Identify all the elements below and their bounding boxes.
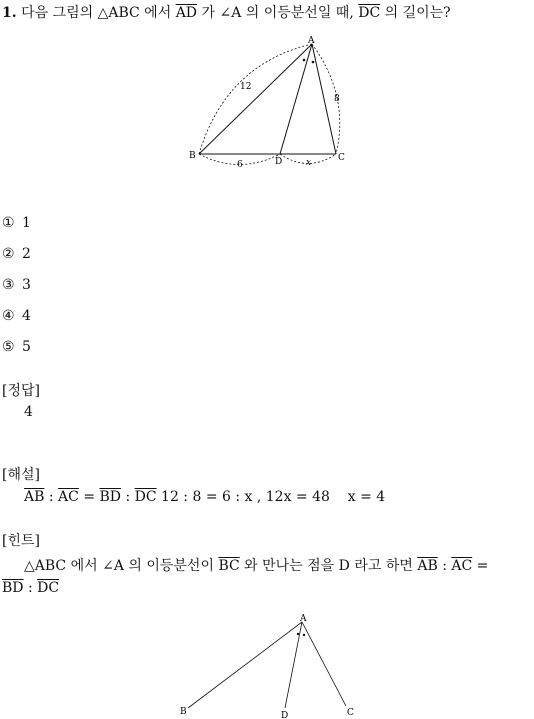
label-c: C [338, 153, 345, 163]
label-b: B [189, 151, 196, 161]
segment-ac: $\overline{AC}$ [58, 489, 79, 505]
angle-mark [297, 633, 299, 635]
choice-value: 1 [22, 215, 31, 231]
choice-value: 5 [22, 339, 31, 355]
angle-mark [303, 634, 305, 636]
segment-bc: $\overline{BC}$ [218, 558, 240, 574]
choice-mark: ⑤ [2, 339, 15, 355]
solution-line [24, 489, 385, 505]
label-a: A [308, 36, 315, 46]
length-dc: x [306, 158, 312, 168]
hint-line-2 [2, 580, 59, 596]
side-ab [199, 44, 312, 154]
colon: : [48, 489, 54, 505]
solution-heading: [해설] [2, 467, 40, 483]
label-b: B [180, 707, 187, 717]
segment-ad: $\overline{AD}$ [175, 5, 198, 21]
choice-mark: ① [2, 215, 15, 231]
hint-text-1: △ABC 에서 ∠A 의 이등분선이 [24, 558, 214, 574]
equals: = [476, 558, 489, 574]
length-ab: 12 [240, 82, 252, 92]
angle-mark [312, 61, 315, 64]
solution-rest: 12 : 8 = 6 : x , 12x = 48 x = 4 [161, 489, 386, 505]
choice-mark: ② [2, 246, 15, 262]
colon: : [125, 489, 131, 505]
segment-dc: $\overline{DC}$ [358, 5, 381, 21]
question-text-mid: 가 ∠A 의 이등분선일 때, [201, 5, 354, 21]
question-text-before: 다음 그림의 △ABC 에서 [21, 5, 172, 21]
hint-heading: [힌트] [2, 533, 40, 549]
choice-5[interactable] [2, 339, 31, 355]
choice-value: 4 [22, 308, 31, 324]
bisector-ad [280, 44, 312, 154]
side-ac [302, 622, 346, 706]
segment-ab: $\overline{AB}$ [24, 489, 45, 505]
segment-dc: $\overline{DC}$ [37, 580, 60, 596]
segment-dc: $\overline{DC}$ [134, 489, 157, 505]
length-bd: 6 [237, 160, 243, 170]
choice-1[interactable] [2, 215, 31, 231]
bisector-ad [285, 622, 302, 708]
answer-heading: [정답] [2, 383, 40, 399]
hint-line-1 [24, 555, 488, 575]
label-c: C [347, 708, 354, 718]
hint-text-2: 와 만나는 점을 D 라고 하면 [244, 558, 413, 574]
segment-bd: $\overline{BD}$ [2, 580, 24, 596]
label-d: D [275, 157, 283, 167]
triangle-figure [0, 0, 534, 180]
choice-3[interactable] [2, 277, 31, 293]
equals: = [83, 489, 96, 505]
hint-figure [0, 600, 534, 719]
colon: : [442, 558, 447, 574]
length-ac: 8 [334, 94, 340, 104]
answer-value: 4 [24, 404, 33, 420]
segment-bd: $\overline{BD}$ [99, 489, 122, 505]
segment-ac: $\overline{AC}$ [451, 558, 473, 574]
question-text-after: 의 길이는? [384, 5, 451, 21]
colon: : [27, 580, 33, 596]
question-number: 1. [2, 5, 17, 21]
side-ab [188, 622, 302, 708]
label-a: A [300, 614, 307, 624]
choice-4[interactable] [2, 308, 31, 324]
label-d: D [281, 711, 289, 719]
side-ac [312, 44, 336, 154]
choice-2[interactable] [2, 246, 31, 262]
choice-mark: ③ [2, 277, 15, 293]
choice-value: 2 [22, 246, 31, 262]
choice-value: 3 [22, 277, 31, 293]
angle-mark [303, 59, 306, 62]
choice-mark: ④ [2, 308, 15, 324]
segment-ab: $\overline{AB}$ [417, 558, 438, 574]
